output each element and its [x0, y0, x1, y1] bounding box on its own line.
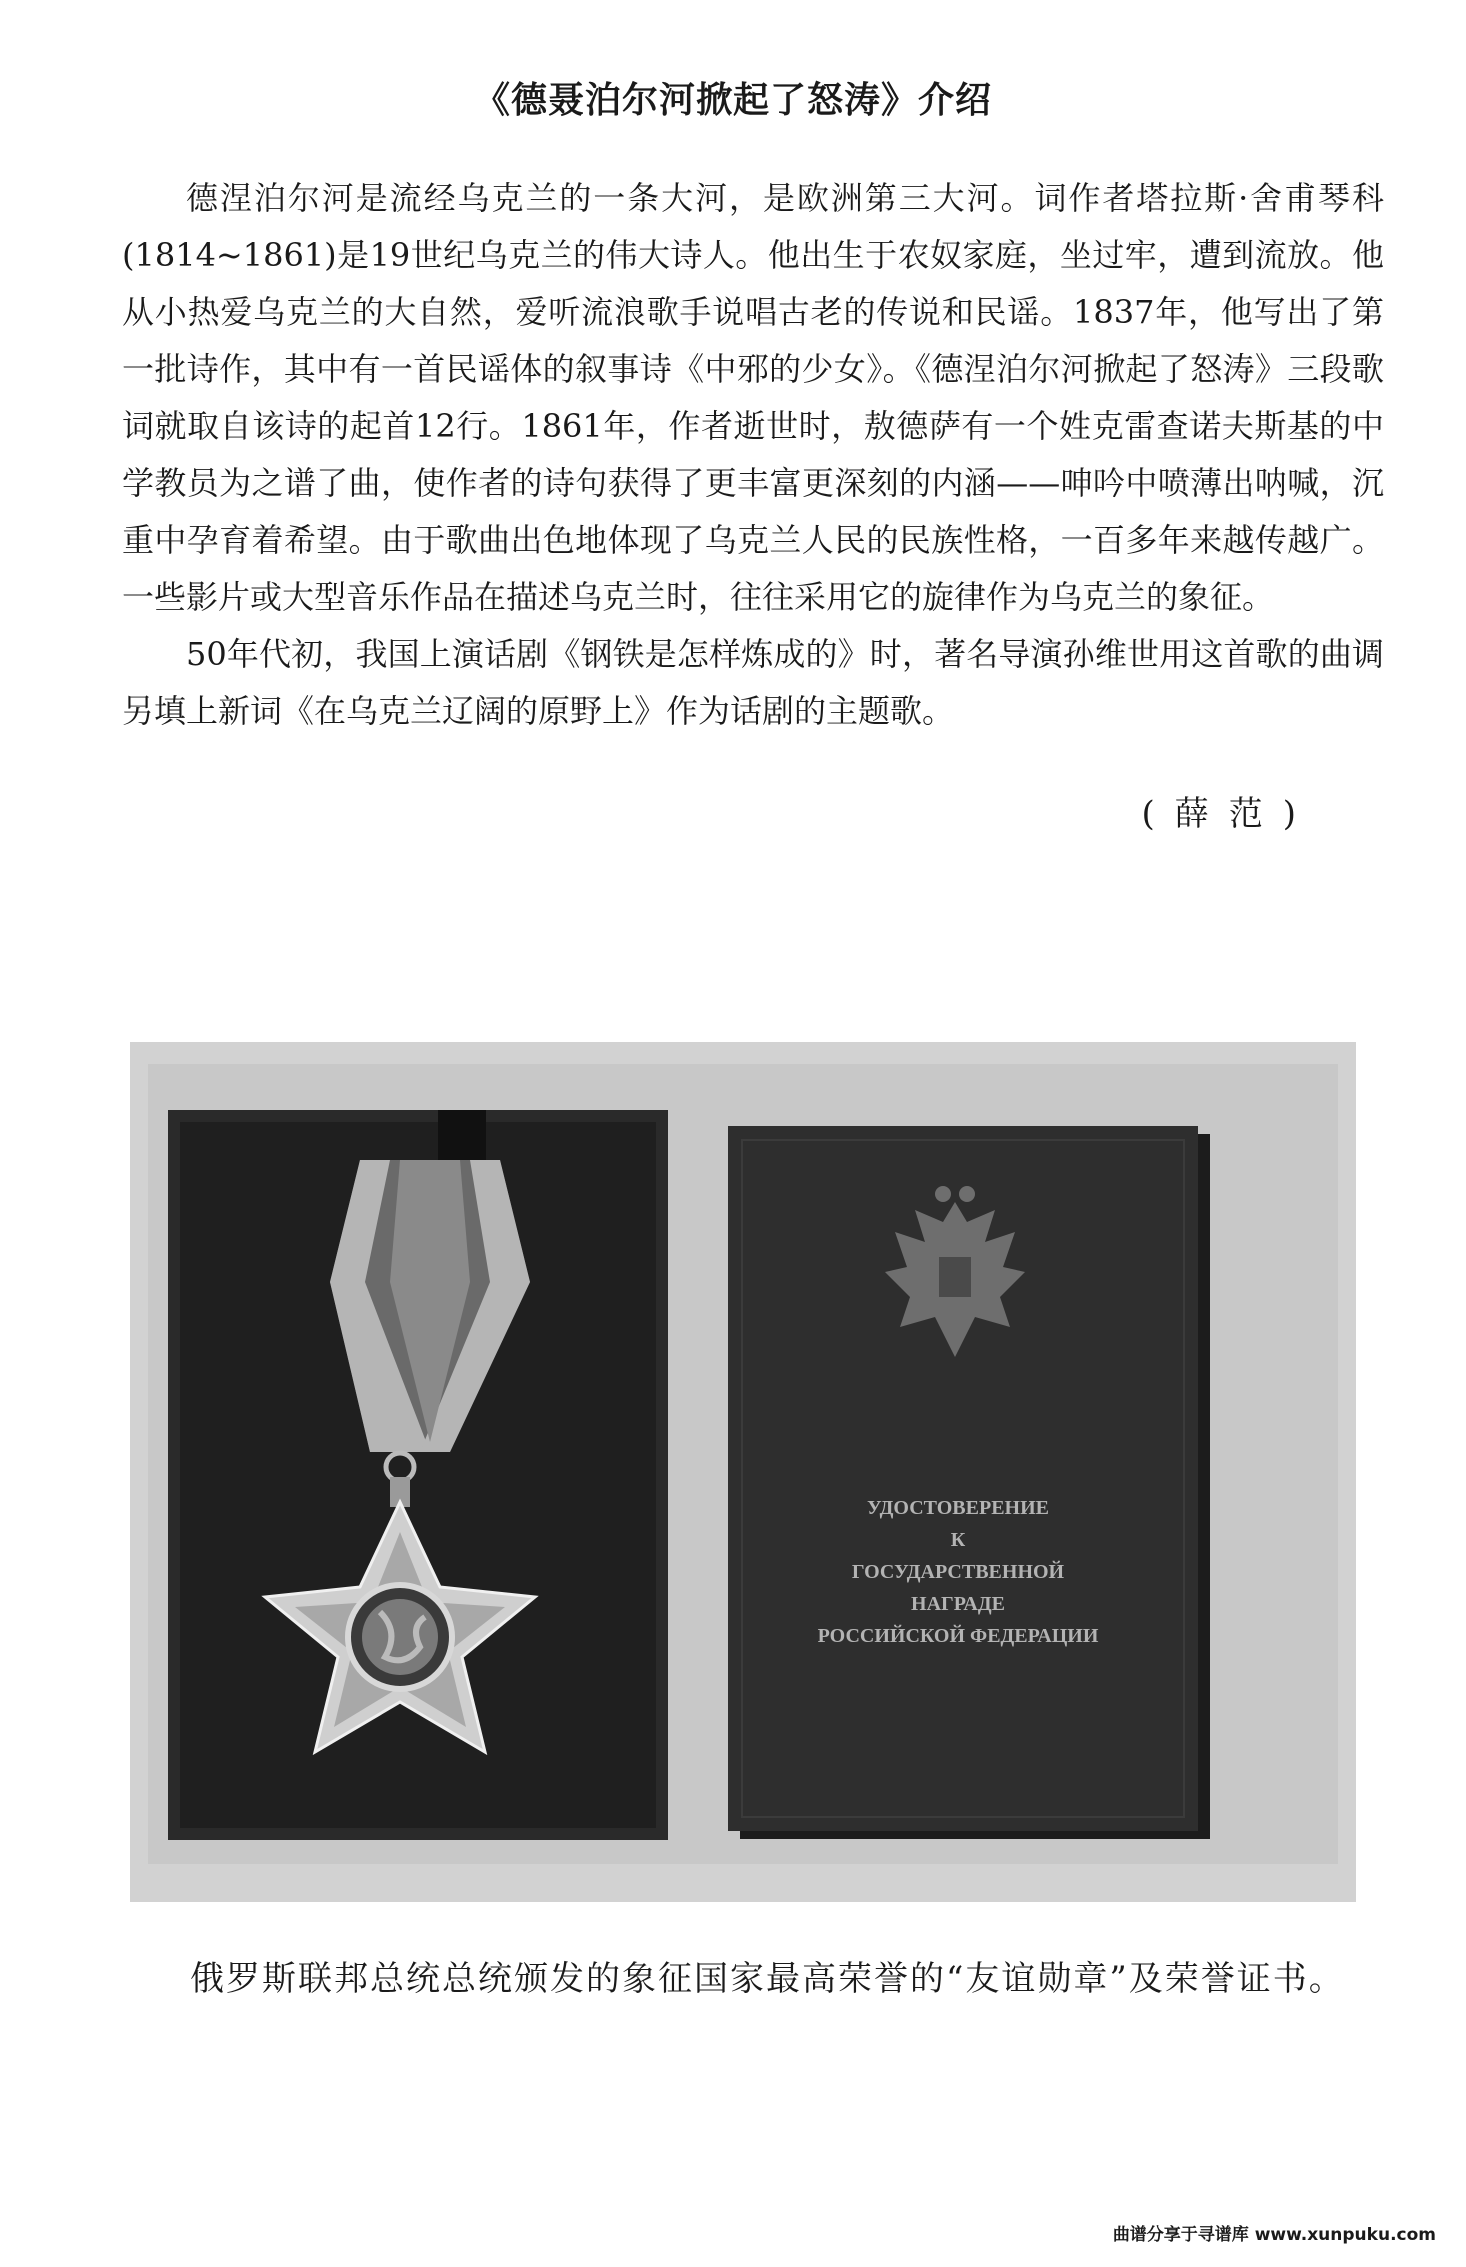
article-body	[122, 170, 1384, 740]
article-paragraph-2: 50年代初，我国上演话剧《钢铁是怎样炼成的》时，著名导演孙维世用这首歌的曲调另填上新词《在乌克兰辽阔的原野上》作为话剧的主题歌。	[122, 635, 1384, 730]
medal-globe	[362, 1599, 438, 1675]
photo-caption	[122, 1948, 1384, 2010]
medal-photo	[130, 1042, 1356, 1902]
footer-watermark: 曲谱分享于寻谱库 www.xunpuku.com	[1112, 2225, 1436, 2245]
photo-caption-text: 俄罗斯联邦总统总统颁发的象征国家最高荣誉的“友谊勋章”及荣誉证书。	[190, 1959, 1345, 1999]
page-title: 《德聂泊尔河掀起了怒涛》介绍	[473, 80, 992, 121]
certificate-line-4: НАГРАДЕ	[911, 1593, 1005, 1615]
honor-certificate	[728, 1126, 1210, 1839]
case-strap	[438, 1110, 486, 1160]
medal-photo-illustration	[130, 1042, 1356, 1902]
certificate-line-1: УДОСТОВЕРЕНИЕ	[867, 1497, 1049, 1519]
certificate-line-2: К	[950, 1529, 966, 1551]
article-paragraph-1: 德涅泊尔河是流经乌克兰的一条大河，是欧洲第三大河。词作者塔拉斯·舍甫琴科(1814~1861)是19世纪乌克兰的伟大诗人。他出生于农奴家庭，坐过牢，遭到流放。他从小热爱乌克兰的大自然，爱听流浪歌手说唱古老的传说和民谣。1837年，他写出了第一批诗作，其中有一首民谣体的叙事诗《中邪的少女》。《德涅泊尔河掀起了怒涛》三段歌词就取自该诗的起首12行。1861年，作者逝世时，敖德萨有一个姓克雷查诺夫斯基的中学教员为之谱了曲，使作者的诗句获得了更丰富更深刻的内涵——呻吟中喷薄出呐喊，沉重中孕育着希望。由于歌曲出色地体现了乌克兰人民的民族性格，一百多年来越传越广。一些影片或大型音乐作品在描述乌克兰时，往往采用它的旋律作为乌克兰的象征。	[122, 179, 1384, 616]
author-signature: (薛范)	[1141, 794, 1316, 834]
certificate-line-3: ГОСУДАРСТВЕННОЙ	[851, 1561, 1065, 1583]
certificate-line-5: РОССИЙСКОЙ ФЕДЕРАЦИИ	[817, 1625, 1099, 1647]
